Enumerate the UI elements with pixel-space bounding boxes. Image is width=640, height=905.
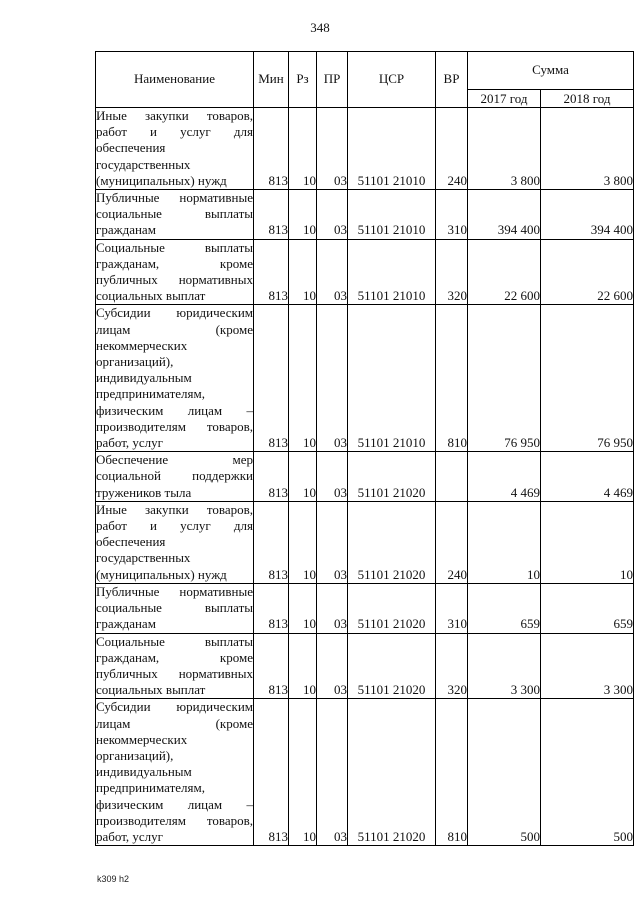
cell-csr: 51101 21010 — [348, 305, 436, 452]
cell-vr: 240 — [436, 501, 468, 583]
cell-min: 813 — [254, 305, 289, 452]
table-row — [96, 633, 634, 699]
cell-y2017: 659 — [468, 583, 541, 633]
cell-pr: 03 — [317, 699, 348, 846]
cell-rz: 10 — [289, 699, 317, 846]
cell-y2018: 76 950 — [541, 305, 634, 452]
table-row — [96, 239, 634, 305]
cell-csr: 51101 21020 — [348, 633, 436, 699]
cell-rz: 10 — [289, 190, 317, 240]
cell-name: Социальные выплаты гражданам, кроме публичных нормативных социальных выплат — [96, 633, 253, 698]
header-name: Наименование — [96, 52, 254, 108]
header-min: Мин — [254, 52, 289, 108]
cell-pr: 03 — [317, 108, 348, 190]
cell-csr: 51101 21020 — [348, 699, 436, 846]
cell-y2018: 3 300 — [541, 633, 634, 699]
cell-name: Субсидии юридическим лицам (кроме некоммерческих организаций), индивидуальным предпринимателям, физическим лицам – производителям товаров, работ, услуг — [96, 699, 253, 844]
cell-min: 813 — [254, 699, 289, 846]
cell-name: Иные закупки товаров, работ и услуг для обеспечения государственных (муниципальных) нужд — [96, 501, 253, 582]
cell-min: 813 — [254, 452, 289, 502]
cell-y2017: 500 — [468, 699, 541, 846]
cell-name: Субсидии юридическим лицам (кроме некоммерческих организаций), индивидуальным предпринимателям, физическим лицам – производителям товаров, работ, услуг — [96, 305, 253, 451]
cell-pr: 03 — [317, 190, 348, 240]
table-row — [96, 108, 634, 190]
table-row — [96, 501, 634, 583]
cell-csr: 51101 21020 — [348, 583, 436, 633]
cell-vr: 310 — [436, 583, 468, 633]
cell-min: 813 — [254, 108, 289, 190]
cell-y2017: 10 — [468, 501, 541, 583]
table-row — [96, 452, 634, 502]
table-row — [96, 583, 634, 633]
cell-vr: 810 — [436, 699, 468, 846]
cell-pr: 03 — [317, 239, 348, 305]
cell-csr: 51101 21010 — [348, 190, 436, 240]
cell-y2017: 3 300 — [468, 633, 541, 699]
cell-y2017: 3 800 — [468, 108, 541, 190]
budget-table — [95, 51, 634, 846]
cell-rz: 10 — [289, 501, 317, 583]
cell-vr: 320 — [436, 633, 468, 699]
page-number: 348 — [310, 20, 330, 35]
cell-vr: 810 — [436, 305, 468, 452]
cell-min: 813 — [254, 501, 289, 583]
cell-y2017: 394 400 — [468, 190, 541, 240]
cell-min: 813 — [254, 583, 289, 633]
cell-rz: 10 — [289, 452, 317, 502]
cell-csr: 51101 21010 — [348, 108, 436, 190]
cell-y2018: 3 800 — [541, 108, 634, 190]
cell-y2017: 4 469 — [468, 452, 541, 502]
cell-y2018: 4 469 — [541, 452, 634, 502]
cell-rz: 10 — [289, 108, 317, 190]
table-row — [96, 190, 634, 240]
cell-rz: 10 — [289, 583, 317, 633]
cell-pr: 03 — [317, 452, 348, 502]
cell-vr: 240 — [436, 108, 468, 190]
header-year-2017: 2017 год — [468, 90, 541, 108]
cell-csr: 51101 21010 — [348, 239, 436, 305]
cell-vr: 310 — [436, 190, 468, 240]
cell-pr: 03 — [317, 633, 348, 699]
cell-name: Обеспечение мер социальной поддержки тружеников тыла — [96, 452, 253, 500]
cell-y2018: 22 600 — [541, 239, 634, 305]
cell-vr: 320 — [436, 239, 468, 305]
table-body — [96, 108, 634, 846]
footer-code: k309 h2 — [97, 874, 130, 884]
header-rz: Рз — [289, 52, 317, 108]
cell-name: Публичные нормативные социальные выплаты гражданам — [96, 583, 253, 632]
header-pr: ПР — [317, 52, 348, 108]
cell-csr: 51101 21020 — [348, 452, 436, 502]
cell-name: Социальные выплаты гражданам, кроме публичных нормативных социальных выплат — [96, 239, 253, 304]
table-row — [96, 699, 634, 846]
header-sum: Сумма — [468, 52, 634, 90]
cell-name: Публичные нормативные социальные выплаты гражданам — [96, 190, 253, 238]
cell-csr: 51101 21020 — [348, 501, 436, 583]
cell-pr: 03 — [317, 501, 348, 583]
header-vr: ВР — [436, 52, 468, 108]
cell-rz: 10 — [289, 239, 317, 305]
cell-pr: 03 — [317, 583, 348, 633]
header-csr: ЦСР — [348, 52, 436, 108]
cell-vr — [436, 452, 468, 502]
cell-rz: 10 — [289, 305, 317, 452]
cell-y2018: 10 — [541, 501, 634, 583]
cell-y2018: 394 400 — [541, 190, 634, 240]
cell-rz: 10 — [289, 633, 317, 699]
cell-y2017: 22 600 — [468, 239, 541, 305]
cell-min: 813 — [254, 633, 289, 699]
cell-pr: 03 — [317, 305, 348, 452]
cell-y2018: 500 — [541, 699, 634, 846]
cell-name: Иные закупки товаров, работ и услуг для обеспечения государственных (муниципальных) нужд — [96, 108, 253, 188]
cell-min: 813 — [254, 239, 289, 305]
table-row — [96, 305, 634, 452]
cell-y2018: 659 — [541, 583, 634, 633]
header-year-2018: 2018 год — [541, 90, 634, 108]
cell-y2017: 76 950 — [468, 305, 541, 452]
cell-min: 813 — [254, 190, 289, 240]
